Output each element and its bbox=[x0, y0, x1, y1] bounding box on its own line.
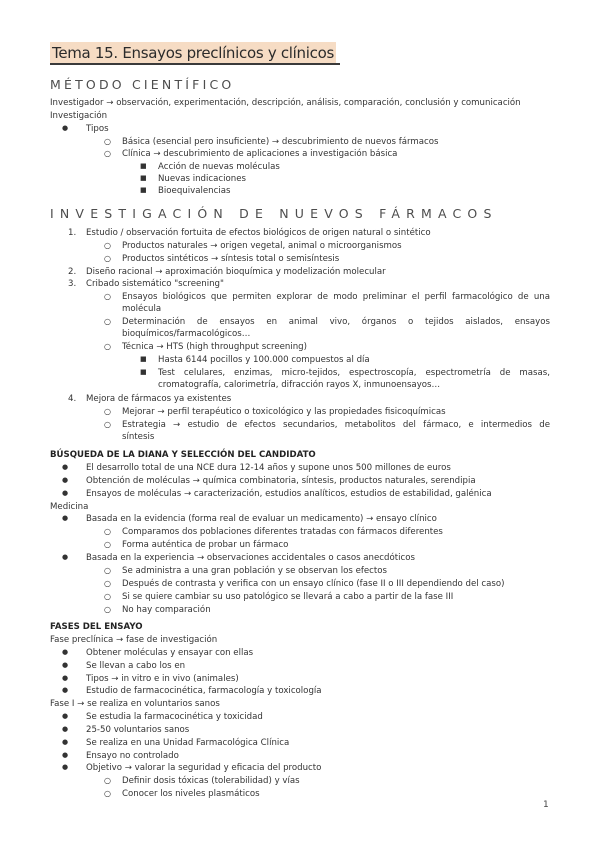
text-line: molécula bbox=[122, 304, 162, 314]
text-line: Fase I → se realiza en voluntarios sanos bbox=[50, 699, 220, 709]
list-item: ○ Forma auténtica de probar un fármaco bbox=[122, 540, 288, 550]
list-item: ○ Ensayos biológicos que permiten explorar de modo preliminar el perfil farmacológico de una bbox=[122, 292, 550, 302]
section-heading-metodo: MÉTODO CIENTÍFICO bbox=[50, 77, 235, 92]
text-line: bioquímicos/farmacológicos… bbox=[122, 329, 251, 339]
list-number: 4. bbox=[68, 394, 77, 404]
list-number: 1. bbox=[68, 228, 77, 238]
list-item: ○ Conocer los niveles plasmáticos bbox=[122, 789, 260, 799]
list-item: ● Obtención de moléculas → química combinatoria, síntesis, productos naturales, serendipia bbox=[86, 476, 476, 486]
list-item: ● Objetivo → valorar la seguridad y eficacia del producto bbox=[86, 763, 321, 773]
list-item: ○ Clínica → descubrimiento de aplicaciones a investigación básica bbox=[122, 149, 397, 159]
list-item: ○ Productos sintéticos → síntesis total o semisíntesis bbox=[122, 254, 339, 264]
list-item: ■ Nuevas indicaciones bbox=[158, 174, 246, 184]
list-item: 4. Mejora de fármacos ya existentes bbox=[68, 394, 232, 404]
page-title: Tema 15. Ensayos preclínicos y clínicos bbox=[52, 44, 334, 62]
text-line: Fase preclínica → fase de investigación bbox=[50, 635, 218, 645]
list-item: ○ Estrategia → estudio de efectos secundarios, metabolitos del fármaco, e intermedios de bbox=[122, 420, 550, 430]
list-item: ● Basada en la experiencia → observaciones accidentales o casos anecdóticos bbox=[86, 553, 415, 563]
text-line: cromatografía, calorimetría, difracción rayos X, inmunoensayos… bbox=[158, 380, 441, 390]
list-item: ● Se llevan a cabo los en bbox=[86, 661, 185, 671]
list-item: ● Se realiza en una Unidad Farmacológica Clínica bbox=[86, 738, 289, 748]
list-item: 2. Diseño racional → aproximación bioquímica y modelización molecular bbox=[68, 267, 386, 277]
list-item: ■ Acción de nuevas moléculas bbox=[158, 162, 280, 172]
list-number: 2. bbox=[68, 267, 77, 277]
list-item: ○ Comparamos dos poblaciones diferentes tratadas con fármacos diferentes bbox=[122, 527, 443, 537]
text-line: Medicina bbox=[50, 502, 89, 512]
list-item: ■ Hasta 6144 pocillos y 100.000 compuestos al día bbox=[158, 355, 370, 365]
list-item: ○ Se administra a una gran población y se observan los efectos bbox=[122, 566, 387, 576]
list-item: ■ Test celulares, enzimas, micro-tejidos, espectroscopía, espectrometría de masas, bbox=[158, 368, 550, 378]
list-item: ● 25-50 voluntarios sanos bbox=[86, 725, 189, 735]
section-heading-fases: FASES DEL ENSAYO bbox=[50, 622, 143, 632]
text-line: síntesis bbox=[122, 432, 155, 442]
text-line: Investigador → observación, experimentación, descripción, análisis, comparación, conclusión y comunicación bbox=[50, 98, 521, 108]
list-item: ● El desarrollo total de una NCE dura 12-14 años y supone unos 500 millones de euros bbox=[86, 463, 451, 473]
list-item: ■ Bioequivalencias bbox=[158, 186, 230, 196]
list-item: ● Tipos → in vitro e in vivo (animales) bbox=[86, 674, 239, 684]
section-heading-busqueda: BÚSQUEDA DE LA DIANA Y SELECCIÓN DEL CANDIDATO bbox=[50, 450, 316, 460]
list-item: ○ No hay comparación bbox=[122, 605, 211, 615]
list-item: ○ Técnica → HTS (high throughput screening) bbox=[122, 342, 307, 352]
page-number: 1 bbox=[543, 800, 549, 810]
list-item: ● Basada en la evidencia (forma real de evaluar un medicamento) → ensayo clínico bbox=[86, 514, 437, 524]
list-item: ○ Si se quiere cambiar su uso patológico se llevará a cabo a partir de la fase III bbox=[122, 592, 453, 602]
text-line: Investigación bbox=[50, 111, 108, 121]
list-item: ○ Básica (esencial pero insuficiente) → descubrimiento de nuevos fármacos bbox=[122, 137, 438, 147]
list-item: ○ Determinación de ensayos en animal vivo, órganos o tejidos aislados, ensayos bbox=[122, 317, 550, 327]
section-heading-investigacion: INVESTIGACIÓN DE NUEVOS FÁRMACOS bbox=[50, 206, 498, 221]
list-item: ○ Productos naturales → origen vegetal, animal o microorganismos bbox=[122, 241, 402, 251]
list-item: 3. Cribado sistemático "screening" bbox=[68, 279, 224, 289]
list-item: 1. Estudio / observación fortuita de efectos biológicos de origen natural o sintético bbox=[68, 228, 431, 238]
list-item: ● Ensayos de moléculas → caracterización, estudios analíticos, estudios de estabilidad, galénica bbox=[86, 489, 492, 499]
list-item: ● Tipos bbox=[86, 124, 109, 134]
title-underline bbox=[50, 63, 340, 65]
list-item: ○ Mejorar → perfil terapéutico o toxicológico y las propiedades fisicoquímicas bbox=[122, 407, 446, 417]
list-number: 3. bbox=[68, 279, 77, 289]
list-item: ● Obtener moléculas y ensayar con ellas bbox=[86, 648, 253, 658]
list-item: ● Ensayo no controlado bbox=[86, 751, 179, 761]
list-item: ● Se estudia la farmacocinética y toxicidad bbox=[86, 712, 263, 722]
list-item: ● Estudio de farmacocinética, farmacología y toxicología bbox=[86, 686, 322, 696]
list-item: ○ Después de contrasta y verifica con un ensayo clínico (fase II o III dependiendo del caso) bbox=[122, 579, 505, 589]
list-item: ○ Definir dosis tóxicas (tolerabilidad) y vías bbox=[122, 776, 300, 786]
